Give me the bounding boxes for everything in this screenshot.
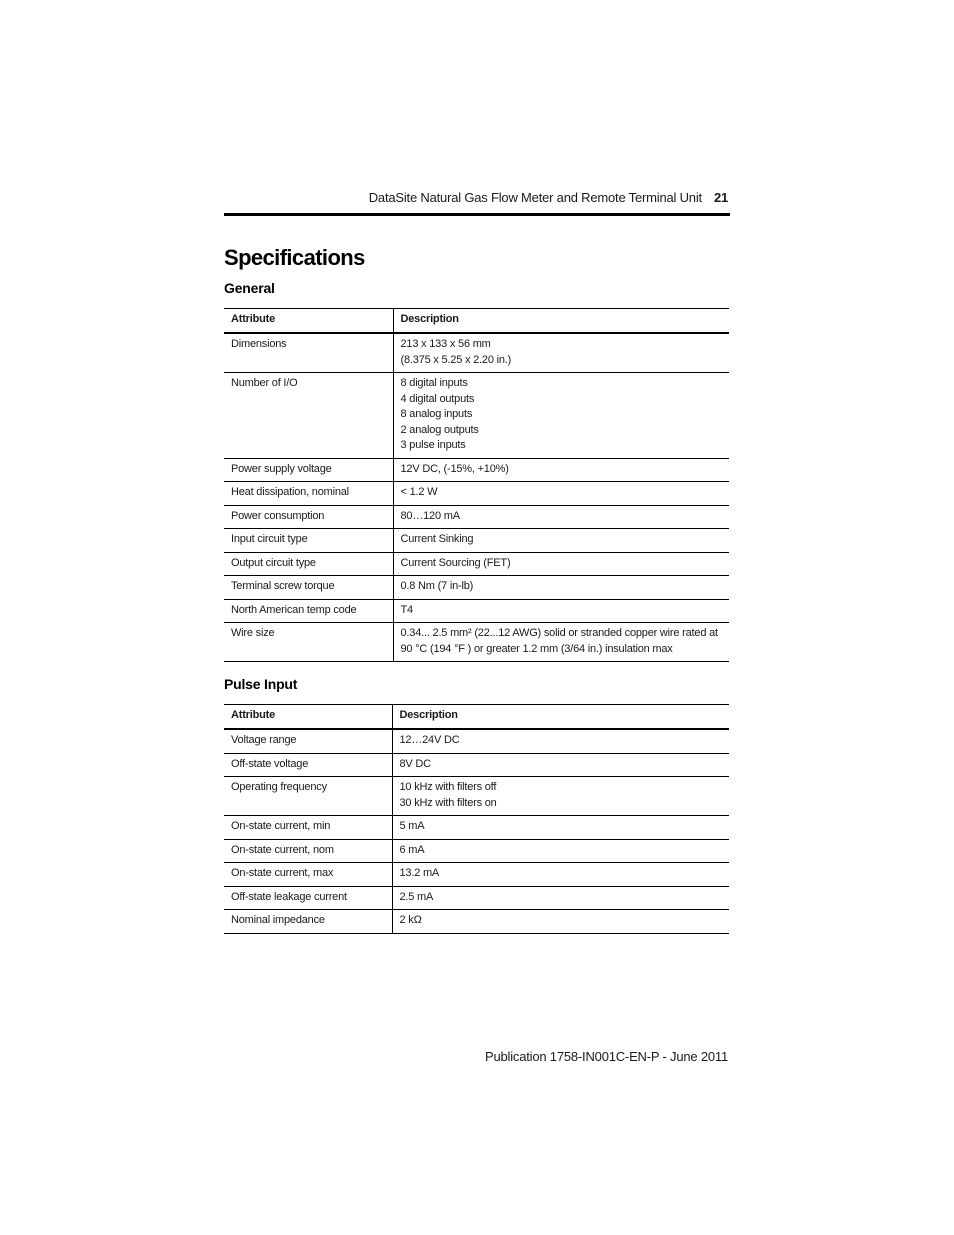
- description-line: 0.34... 2.5 mm² (22...12 AWG) solid or stranded copper wire rated at: [400, 627, 718, 639]
- table-row: [224, 839, 729, 863]
- description-cell: [392, 886, 729, 910]
- description-cell: [393, 576, 729, 600]
- description-line: Current Sinking: [400, 533, 474, 545]
- running-header: [224, 190, 730, 216]
- table-row: [224, 552, 729, 576]
- description-cell: [393, 623, 729, 662]
- description-line: 12…24V DC: [399, 734, 460, 746]
- description-line: 8 digital inputs: [400, 377, 468, 389]
- table-row: [224, 599, 729, 623]
- table-header-row: [224, 705, 729, 730]
- page-number: 21: [713, 190, 728, 205]
- attribute-cell: Wire size: [224, 623, 393, 662]
- attribute-cell: Off-state voltage: [224, 753, 392, 777]
- table-row: [224, 458, 729, 482]
- table-row: [224, 482, 729, 506]
- table-row: [224, 333, 729, 373]
- attribute-cell: Dimensions: [224, 333, 393, 373]
- description-line: 2.5 mA: [399, 890, 434, 903]
- column-header-attribute: Attribute: [224, 705, 392, 730]
- description-cell: [393, 505, 729, 529]
- column-header-attribute: Attribute: [224, 309, 393, 334]
- table-row: [224, 729, 729, 753]
- attribute-cell: Heat dissipation, nominal: [224, 482, 393, 506]
- description-line: 4 digital outputs: [400, 392, 475, 405]
- attribute-cell: Output circuit type: [224, 552, 393, 576]
- table-row: [224, 777, 729, 816]
- attribute-cell: Voltage range: [224, 729, 392, 753]
- description-cell: [393, 333, 729, 373]
- description-cell: [392, 753, 729, 777]
- description-cell: [393, 373, 729, 459]
- attribute-cell: Number of I/O: [224, 373, 393, 459]
- publication-footer: Publication 1758-IN001C-EN-P - June 2011: [485, 1049, 728, 1064]
- general-heading: General: [224, 280, 275, 296]
- description-line: < 1.2 W: [400, 486, 438, 498]
- pulse-input-specs-table: [224, 704, 729, 934]
- description-line: (8.375 x 5.25 x 2.20 in.): [400, 353, 512, 366]
- description-line: 0.8 Nm (7 in-lb): [400, 580, 474, 592]
- description-cell: [392, 839, 729, 863]
- page-title: Specifications: [224, 245, 365, 270]
- table-row: [224, 753, 729, 777]
- description-line: 8 analog inputs: [400, 408, 473, 420]
- table-row: [224, 816, 729, 840]
- description-line: 213 x 133 x 56 mm: [400, 338, 491, 350]
- description-line: 3 pulse inputs: [400, 439, 466, 451]
- description-cell: [392, 863, 729, 887]
- attribute-cell: Power supply voltage: [224, 458, 393, 482]
- attribute-cell: On-state current, nom: [224, 839, 392, 863]
- description-line: 12V DC, (-15%, +10%): [400, 462, 509, 475]
- description-line: 6 mA: [399, 843, 425, 856]
- attribute-cell: Power consumption: [224, 505, 393, 529]
- description-line: Current Sourcing (FET): [400, 556, 511, 569]
- description-cell: [392, 816, 729, 840]
- column-header-description: Description: [393, 309, 729, 334]
- description-cell: [392, 910, 729, 934]
- description-cell: [393, 529, 729, 553]
- table-row: [224, 505, 729, 529]
- description-cell: [392, 777, 729, 816]
- table-row: [224, 623, 729, 662]
- header-title: DataSite Natural Gas Flow Meter and Remote Terminal Unit: [368, 190, 702, 205]
- table-header-row: [224, 309, 729, 334]
- attribute-cell: Input circuit type: [224, 529, 393, 553]
- description-line: 10 kHz with filters off: [399, 781, 497, 793]
- general-table-body: [224, 333, 729, 662]
- attribute-cell: Nominal impedance: [224, 910, 392, 934]
- description-cell: [392, 729, 729, 753]
- table-row: [224, 373, 729, 459]
- table-row: [224, 576, 729, 600]
- column-header-description: Description: [392, 705, 729, 730]
- description-line: 30 kHz with filters on: [399, 796, 497, 809]
- attribute-cell: Operating frequency: [224, 777, 392, 816]
- table-row: [224, 910, 729, 934]
- description-cell: [393, 482, 729, 506]
- description-cell: [393, 599, 729, 623]
- pulse-input-table-body: [224, 729, 729, 933]
- general-specs-table: [224, 308, 729, 662]
- description-line: 90 °C (194 °F ) or greater 1.2 mm (3/64 in.) insulation max: [400, 642, 673, 655]
- description-line: 2 kΩ: [399, 914, 422, 926]
- attribute-cell: North American temp code: [224, 599, 393, 623]
- description-cell: [393, 458, 729, 482]
- description-line: 5 mA: [399, 820, 425, 832]
- attribute-cell: Off-state leakage current: [224, 886, 392, 910]
- attribute-cell: Terminal screw torque: [224, 576, 393, 600]
- attribute-cell: On-state current, max: [224, 863, 392, 887]
- description-line: 13.2 mA: [399, 867, 440, 879]
- description-line: 80…120 mA: [400, 509, 460, 522]
- attribute-cell: On-state current, min: [224, 816, 392, 840]
- description-cell: [393, 552, 729, 576]
- table-row: [224, 529, 729, 553]
- description-line: T4: [400, 603, 413, 616]
- table-row: [224, 863, 729, 887]
- table-row: [224, 886, 729, 910]
- pulse-input-heading: Pulse Input: [224, 676, 298, 692]
- description-line: 2 analog outputs: [400, 423, 479, 436]
- description-line: 8V DC: [399, 757, 431, 770]
